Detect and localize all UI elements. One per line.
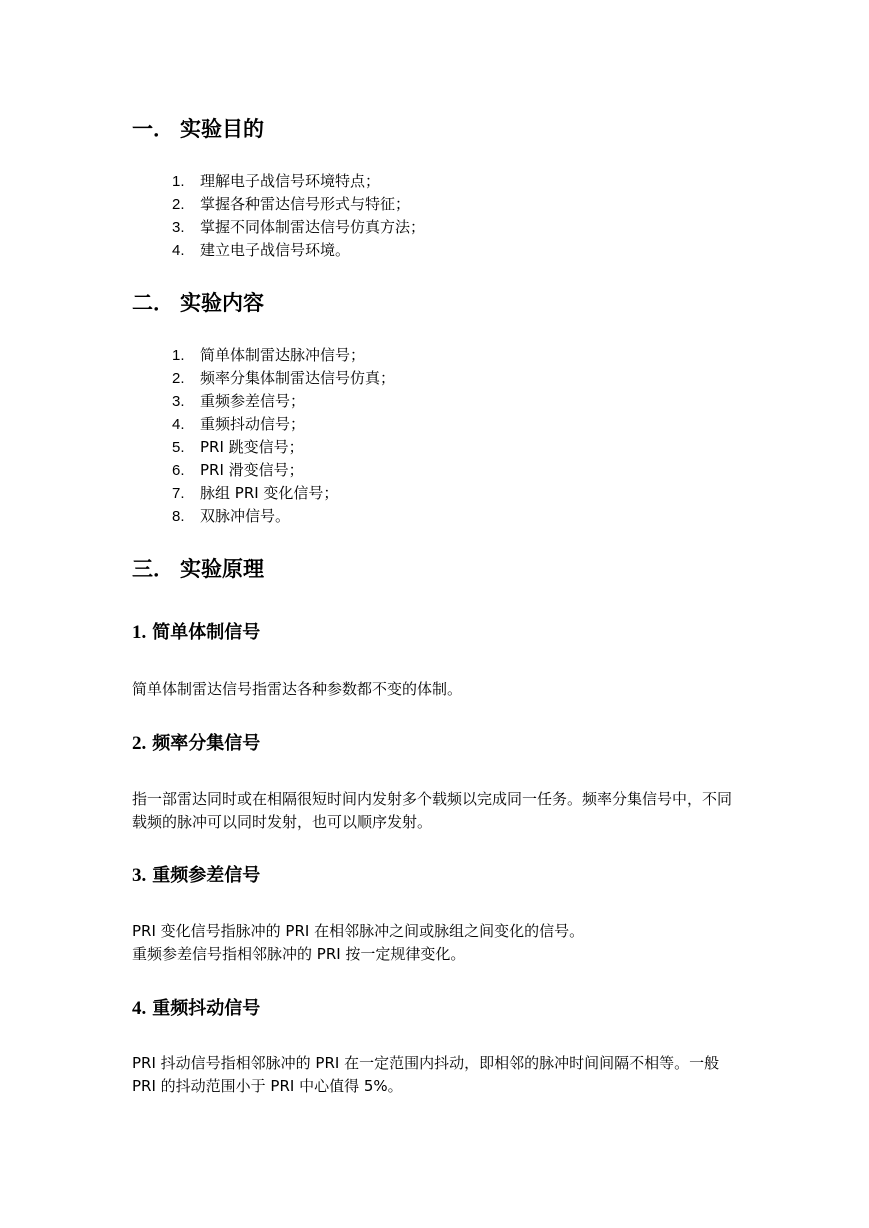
paragraph: 重频参差信号指相邻脉冲的 PRI 按一定规律变化。: [132, 945, 466, 963]
section-heading-principle: [132, 556, 264, 582]
list-item: [172, 436, 395, 459]
list-number: 1.: [172, 347, 185, 364]
subsection-heading-frequency-diversity: [132, 732, 260, 756]
list-number: 2.: [172, 196, 185, 213]
list-item: [172, 413, 395, 436]
list-item: [172, 459, 395, 482]
list-number: 8.: [172, 508, 185, 525]
list-text: 掌握不同体制雷达信号仿真方法；: [200, 218, 426, 236]
list-number: 6.: [172, 462, 185, 479]
list-text: 频率分集体制雷达信号仿真；: [200, 369, 396, 387]
subsection-title: 简单体制信号: [152, 622, 261, 643]
paragraph: 简单体制雷达信号指雷达各种参数都不变的体制。: [132, 680, 463, 698]
paragraph: 指一部雷达同时或在相隔很短时间内发射多个载频以完成同一任务。频率分集信号中，不同载频的脉冲可以同时发射，也可以顺序发射。: [132, 790, 733, 831]
list-item: [172, 239, 425, 262]
list-text: 理解电子战信号环境特点；: [200, 172, 381, 190]
section-title: 实验目的: [180, 117, 264, 141]
purpose-list: [172, 170, 425, 262]
subsection-number: 4.: [132, 998, 147, 1019]
section-number: 二．: [132, 291, 174, 315]
list-number: 7.: [172, 485, 185, 502]
list-item: [172, 193, 425, 216]
paragraph: PRI 抖动信号指相邻脉冲的 PRI 在一定范围内抖动，即相邻的脉冲时间间隔不相等。一般 PRI 的抖动范围小于 PRI 中心值得 5%。: [132, 1054, 720, 1095]
list-item: [172, 216, 425, 239]
subsection-heading-simple: [132, 621, 260, 645]
list-text: 重频抖动信号；: [200, 415, 306, 433]
section-title: 实验原理: [180, 557, 264, 581]
subsection-heading-stagger: [132, 864, 260, 888]
list-text: 重频参差信号；: [200, 392, 306, 410]
list-number: 3.: [172, 219, 185, 236]
list-text: 简单体制雷达脉冲信号；: [200, 346, 366, 364]
list-item: [172, 170, 425, 193]
section-number: 三．: [132, 557, 174, 581]
section-heading-purpose: [132, 116, 264, 142]
list-number: 1.: [172, 173, 185, 190]
paragraph: PRI 变化信号指脉冲的 PRI 在相邻脉冲之间或脉组之间变化的信号。: [132, 922, 585, 940]
list-item: [172, 344, 395, 367]
subsection-number: 2.: [132, 733, 147, 754]
list-item: [172, 505, 395, 528]
list-number: 3.: [172, 393, 185, 410]
list-item: [172, 390, 395, 413]
subsection-heading-jitter: [132, 997, 260, 1021]
list-text: PRI 跳变信号；: [200, 438, 304, 456]
subsection-number: 1.: [132, 622, 147, 643]
list-text: 掌握各种雷达信号形式与特征；: [200, 195, 411, 213]
subsection-number: 3.: [132, 865, 147, 886]
list-text: 脉组 PRI 变化信号；: [200, 484, 339, 502]
list-number: 4.: [172, 242, 185, 259]
list-text: PRI 滑变信号；: [200, 461, 304, 479]
list-item: [172, 367, 395, 390]
content-list: [172, 344, 395, 528]
subsection-title: 频率分集信号: [152, 733, 261, 754]
section-title: 实验内容: [180, 291, 264, 315]
list-number: 2.: [172, 370, 185, 387]
list-item: [172, 482, 395, 505]
list-number: 4.: [172, 416, 185, 433]
list-text: 建立电子战信号环境。: [200, 241, 351, 259]
subsection-title: 重频抖动信号: [152, 998, 261, 1019]
list-number: 5.: [172, 439, 185, 456]
section-heading-content: [132, 290, 264, 316]
list-text: 双脉冲信号。: [200, 507, 291, 525]
subsection-title: 重频参差信号: [152, 865, 261, 886]
section-number: 一．: [132, 117, 174, 141]
